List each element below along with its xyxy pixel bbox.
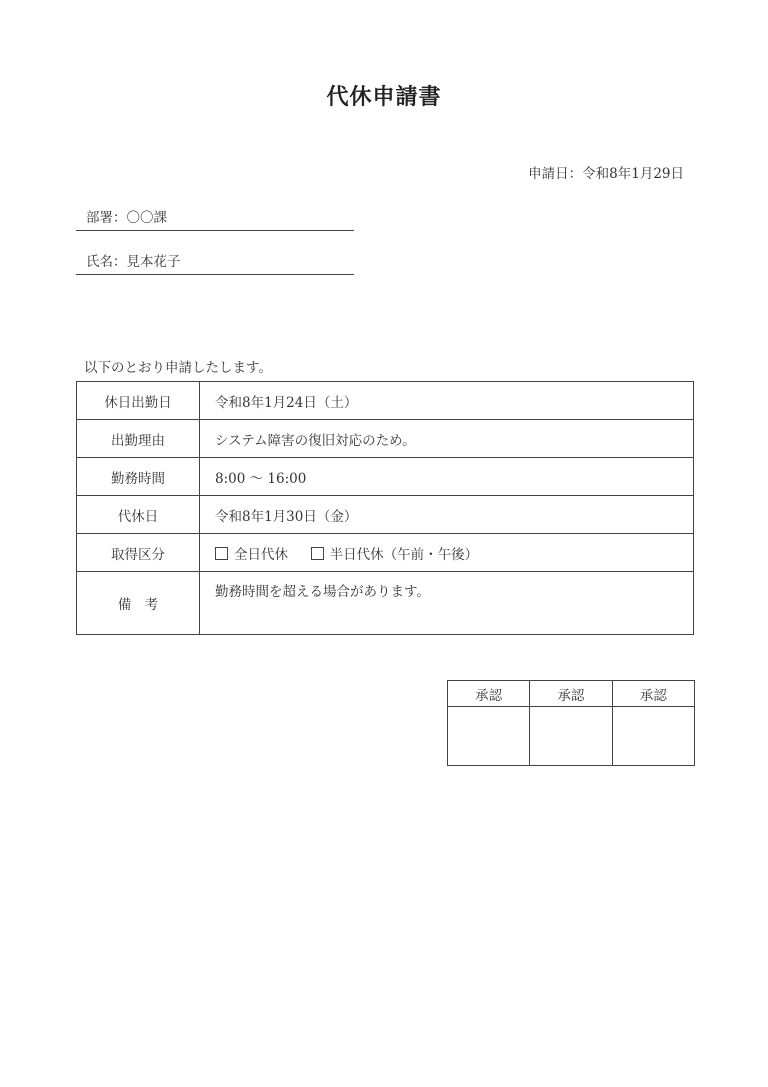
row-label: 出勤理由 [77,420,200,458]
option-half-day: 半日代休（午前・午後） [329,546,479,563]
row-label: 取得区分 [77,534,200,572]
department-field: 部署：〇〇課 [76,207,354,231]
checkbox-full-day[interactable] [215,547,228,560]
work-hours: 8:00 ～ 16:00 [200,458,694,496]
approval-stamp-box [448,707,530,766]
approval-stamp-box [530,707,612,766]
row-label: 勤務時間 [77,458,200,496]
table-row [77,534,694,572]
approval-header: 承認 [448,681,530,707]
checkbox-half-day[interactable] [311,547,324,560]
table-row [77,458,694,496]
name-field: 氏名：見本花子 [76,251,354,275]
row-label: 休日出勤日 [77,382,200,420]
page-title: 代休申請書 [326,84,442,110]
leave-type [200,534,694,572]
application-date: 申請日：令和8年1月29日 [528,166,684,182]
intro-text: 以下のとおり申請したします。 [84,360,272,376]
row-label: 代休日 [77,496,200,534]
holiday-work-date: 令和8年1月24日（土） [200,382,694,420]
table-row [77,496,694,534]
approval-stamp-table [447,680,695,766]
approval-stamp-box [612,707,694,766]
option-full-day: 全日代休 [234,546,288,563]
application-table [76,381,694,635]
row-label: 備 考 [77,572,200,635]
approval-header: 承認 [530,681,612,707]
table-row [77,382,694,420]
approval-header: 承認 [612,681,694,707]
table-row [77,572,694,635]
compensatory-day: 令和8年1月30日（金） [200,496,694,534]
table-row [77,420,694,458]
remarks: 勤務時間を超える場合があります。 [200,572,694,635]
work-reason: システム障害の復旧対応のため。 [200,420,694,458]
